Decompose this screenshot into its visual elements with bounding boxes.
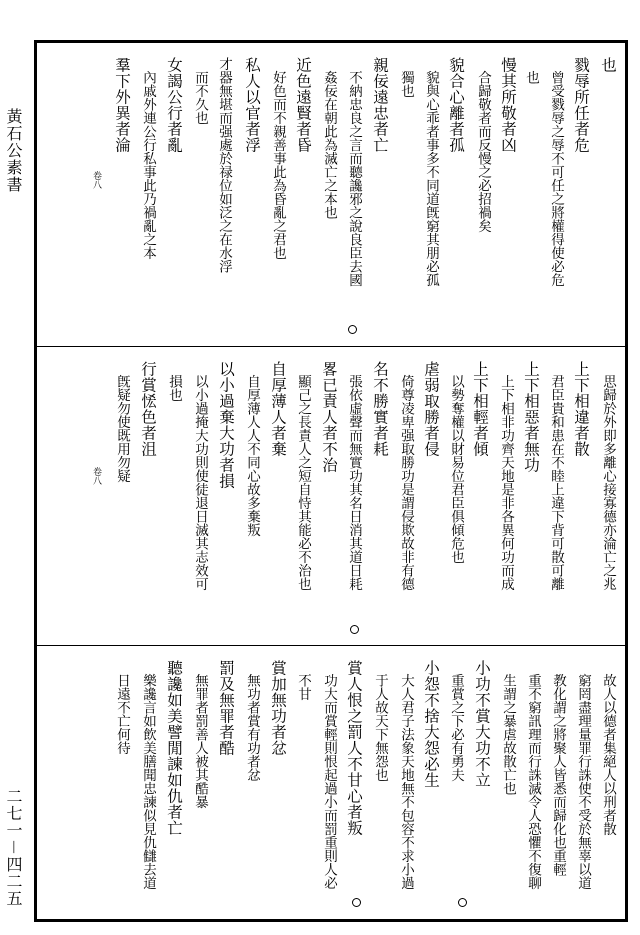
text-column: 內戚外連公行私事此乃禍亂之本 <box>140 57 156 260</box>
text-column: 賞人恨之罰人不甘心者叛 <box>345 660 363 836</box>
text-panel-top <box>37 43 625 346</box>
text-column: 生謂之暴虐故散亡也 <box>500 660 516 795</box>
text-column: 于人故天下無怨也 <box>372 660 388 782</box>
punctuation-circle <box>458 898 467 907</box>
text-column: 合歸敬者而反慢之必招禍矣 <box>475 57 491 233</box>
text-column: 貌合心離者孤 <box>447 57 465 153</box>
text-column: 上下相惡者無功 <box>522 361 540 473</box>
text-column: 也 <box>523 57 539 84</box>
text-column: 曾受戮辱之辱不可任之將權得使必危 <box>548 57 564 287</box>
punctuation-circle <box>348 325 357 334</box>
text-column: 上下相違者散 <box>572 361 590 457</box>
text-column: 小功不賞大功不立 <box>473 660 491 788</box>
text-column: 張依虛聲而無實功其名日消其道日耗 <box>346 361 362 591</box>
text-column: 旣疑勿使既用勿疑 <box>114 361 130 483</box>
text-column: 近色遠賢者昏 <box>294 57 312 153</box>
text-column: 自厚薄人人不同心故多棄叛 <box>244 361 260 537</box>
text-column: 好色而不親善事此為昏亂之君也 <box>270 57 286 260</box>
text-column: 上下相非功齊天地是非各異何功而成 <box>498 361 514 591</box>
text-column: 功大而賞輕則恨起過小而罰重則人必 <box>321 660 337 890</box>
text-column: 不甘 <box>295 660 311 701</box>
text-column: 樂讒言如飲美膳聞忠諫似見仇讎去道 <box>140 660 156 890</box>
text-column: 行賞恡色者沮 <box>139 361 157 457</box>
text-column: 畧已責人者不治 <box>320 361 338 473</box>
juan-mark: 卷八 <box>91 171 101 189</box>
text-column: 故人以德者集絕人以刑者散 <box>600 660 616 836</box>
text-column: 以小過掩大功則使徒退日滅其志效可 <box>192 361 208 591</box>
text-column: 而不久也 <box>192 57 208 125</box>
text-column: 重不窮訊理而行誅滅令人恐懼不復聊 <box>525 660 541 890</box>
text-column: 獨也 <box>398 57 414 98</box>
text-column: 姦佞在朝此為滅亡之本也 <box>321 57 337 219</box>
text-column: 以勢奪權以財易位君臣俱傾危也 <box>448 361 464 564</box>
text-column: 君臣貴和患在不睦上違下背可散可離 <box>548 361 564 591</box>
text-column: 罰及無罪者酷 <box>217 660 235 756</box>
text-column: 重賞之下必有勇夫 <box>448 660 464 782</box>
page-number-margin: 二七一－四二五 <box>4 788 23 908</box>
text-column: 聽讒如美譬閒諫如仇者亡 <box>165 660 183 836</box>
text-column: 名不勝實者耗 <box>371 361 389 457</box>
text-column: 以小過棄大功者損 <box>217 361 235 489</box>
text-column: 親佞遠忠者亡 <box>371 57 389 153</box>
text-column: 日遠不亡何待 <box>114 660 130 755</box>
text-column: 虐弱取勝者侵 <box>422 361 440 457</box>
text-column: 戮辱所任者危 <box>572 57 590 153</box>
text-column: 也 <box>599 57 617 73</box>
text-column: 窮罔盡理量罪行誅使不受於無辜以道 <box>575 660 591 890</box>
text-column: 損也 <box>166 361 182 402</box>
text-column: 小怨不捨大怨必生 <box>422 660 440 788</box>
text-column: 教化謂之將聚人皆悉而歸化也重輕 <box>550 660 566 876</box>
text-column: 羣下外異者淪 <box>113 57 131 153</box>
punctuation-circle <box>350 625 359 634</box>
page-frame <box>34 40 628 922</box>
text-column: 無功者賞有功者忿 <box>244 660 260 782</box>
text-column: 顯己之長責人之短自恃其能必不治也 <box>295 361 311 591</box>
text-column: 無罪者罰善人被其酷暴 <box>192 660 208 809</box>
punctuation-circle <box>352 898 361 907</box>
text-column: 慢其所敬者凶 <box>499 57 517 153</box>
text-column: 才器無堪而强處於禄位如泛之在水浮 <box>216 57 232 273</box>
text-column: 賞加無功者忿 <box>269 660 287 756</box>
juan-mark: 卷八 <box>91 467 101 485</box>
text-column: 大人君子法象天地無不包容不求小過 <box>398 660 414 890</box>
text-column: 倚尊凌卑强取勝功是謂侵欺故非有德 <box>398 361 414 591</box>
text-column: 思歸於外即多離心接寡德亦淪亡之兆 <box>600 361 616 591</box>
text-column: 自厚薄人者棄 <box>269 361 287 457</box>
text-column: 女謁公行者亂 <box>165 57 183 153</box>
text-column: 不納忠良之言而聽讒邪之說良臣去國 <box>346 57 362 287</box>
text-panel-bottom <box>37 645 625 919</box>
text-column: 貌與心乖者事多不同道旣窮其朋必孤 <box>423 57 439 287</box>
book-title-margin: 黃石公素書 <box>4 108 23 193</box>
text-column: 私人以官者浮 <box>243 57 261 153</box>
text-panel-middle <box>37 346 625 645</box>
text-column: 上下相輕者傾 <box>471 361 489 457</box>
